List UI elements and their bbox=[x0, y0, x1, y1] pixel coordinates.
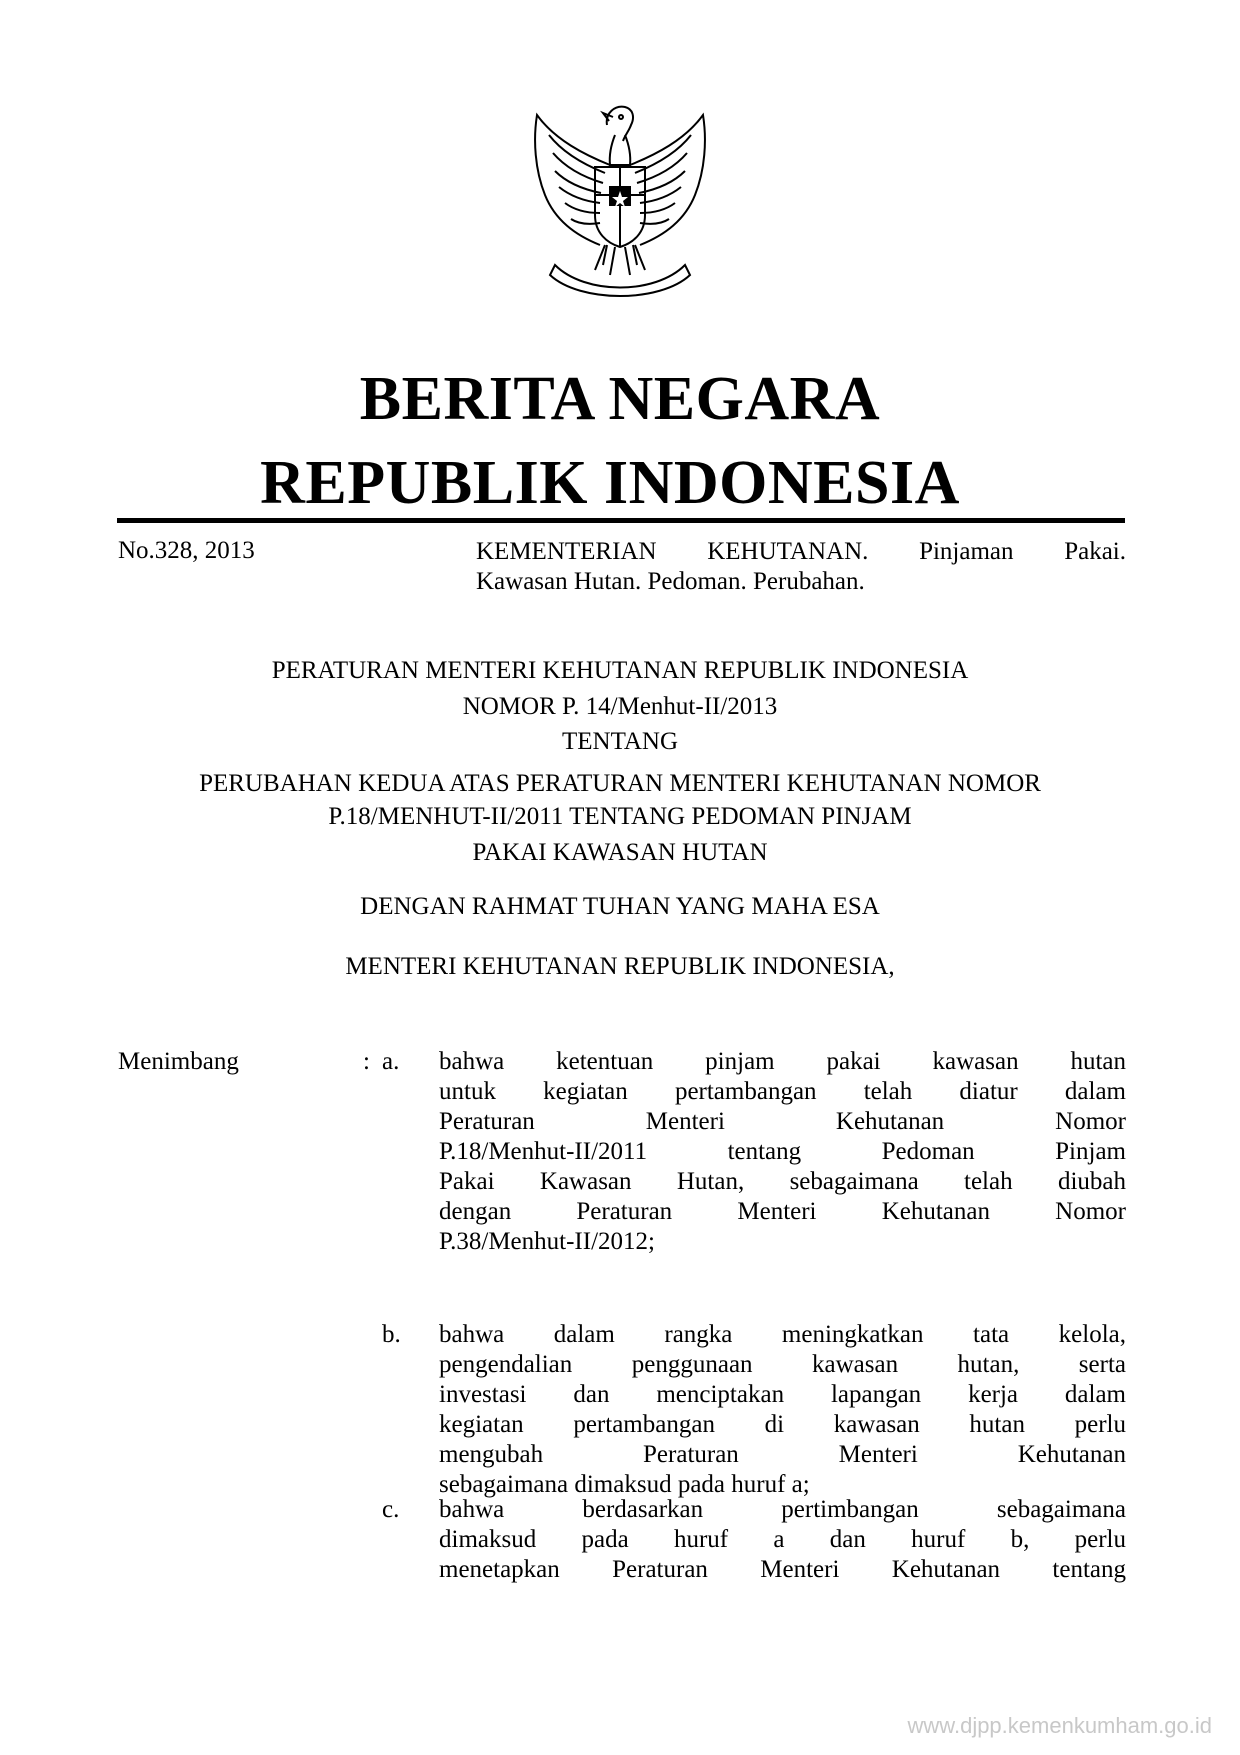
item-line: pengendalian penggunaan kawasan hutan, serta bbox=[439, 1351, 1126, 1378]
regulation-subject-line: PAKAI KAWASAN HUTAN bbox=[472, 839, 768, 866]
minister-heading: MENTERI KEHUTANAN REPUBLIK INDONESIA, bbox=[345, 953, 895, 980]
item-line: P.38/Menhut-II/2012; bbox=[439, 1228, 655, 1255]
considerations-label: Menimbang bbox=[118, 1048, 239, 1075]
header-rule bbox=[117, 518, 1125, 523]
issue-subject bbox=[476, 537, 1126, 597]
item-line: menetapkan Peraturan Menteri Kehutanan tentang bbox=[439, 1556, 1126, 1583]
item-line: dengan Peraturan Menteri Kehutanan Nomor bbox=[439, 1198, 1126, 1225]
item-line: P.18/Menhut-II/2011 tentang Pedoman Pinjam bbox=[439, 1138, 1126, 1165]
title-republik-indonesia: REPUBLIK INDONESIA bbox=[260, 449, 960, 517]
item-line: investasi dan menciptakan lapangan kerja dalam bbox=[439, 1381, 1126, 1408]
item-line: bahwa dalam rangka meningkatkan tata kelola, bbox=[439, 1321, 1126, 1348]
item-text bbox=[439, 1495, 1126, 1585]
item-text bbox=[439, 1047, 1126, 1257]
item-line: dimaksud pada huruf a dan huruf b, perlu bbox=[439, 1526, 1126, 1553]
item-line: bahwa ketentuan pinjam pakai kawasan hutan bbox=[439, 1048, 1126, 1075]
regulation-subject-line: P.18/MENHUT-II/2011 TENTANG PEDOMAN PINJAM bbox=[328, 803, 912, 830]
item-letter: c. bbox=[382, 1496, 400, 1523]
considerations-colon: : bbox=[363, 1048, 370, 1075]
regulation-title: PERATURAN MENTERI KEHUTANAN REPUBLIK INDONESIA bbox=[271, 657, 969, 684]
item-line: Peraturan Menteri Kehutanan Nomor bbox=[439, 1108, 1126, 1135]
regulation-subject-line: PERUBAHAN KEDUA ATAS PERATURAN MENTERI KEHUTANAN NOMOR bbox=[199, 770, 1041, 797]
title-berita-negara: BERITA NEGARA bbox=[359, 365, 881, 433]
regulation-tentang: TENTANG bbox=[561, 728, 679, 755]
item-line: untuk kegiatan pertambangan telah diatur dalam bbox=[439, 1078, 1126, 1105]
item-line: sebagaimana dimaksud pada huruf a; bbox=[439, 1471, 810, 1498]
regulation-number: NOMOR P. 14/Menhut-II/2013 bbox=[462, 693, 778, 720]
issue-subject-line: KEMENTERIAN KEHUTANAN. Pinjaman Pakai. bbox=[476, 538, 1126, 565]
item-letter: a. bbox=[382, 1048, 400, 1075]
item-line: mengubah Peraturan Menteri Kehutanan bbox=[439, 1441, 1126, 1468]
item-text bbox=[439, 1320, 1126, 1500]
issue-subject-line: Kawasan Hutan. Pedoman. Perubahan. bbox=[476, 568, 865, 595]
item-letter: b. bbox=[382, 1321, 401, 1348]
footer-url-watermark: www.djpp.kemenkumham.go.id bbox=[907, 1713, 1212, 1738]
item-line: kegiatan pertambangan di kawasan hutan perlu bbox=[439, 1411, 1126, 1438]
item-line: bahwa berdasarkan pertimbangan sebagaimana bbox=[439, 1496, 1126, 1523]
garuda-pancasila-emblem-icon bbox=[515, 95, 725, 310]
item-line: Pakai Kawasan Hutan, sebagaimana telah diubah bbox=[439, 1168, 1126, 1195]
issue-number: No.328, 2013 bbox=[118, 537, 255, 564]
invocation: DENGAN RAHMAT TUHAN YANG MAHA ESA bbox=[360, 893, 880, 920]
